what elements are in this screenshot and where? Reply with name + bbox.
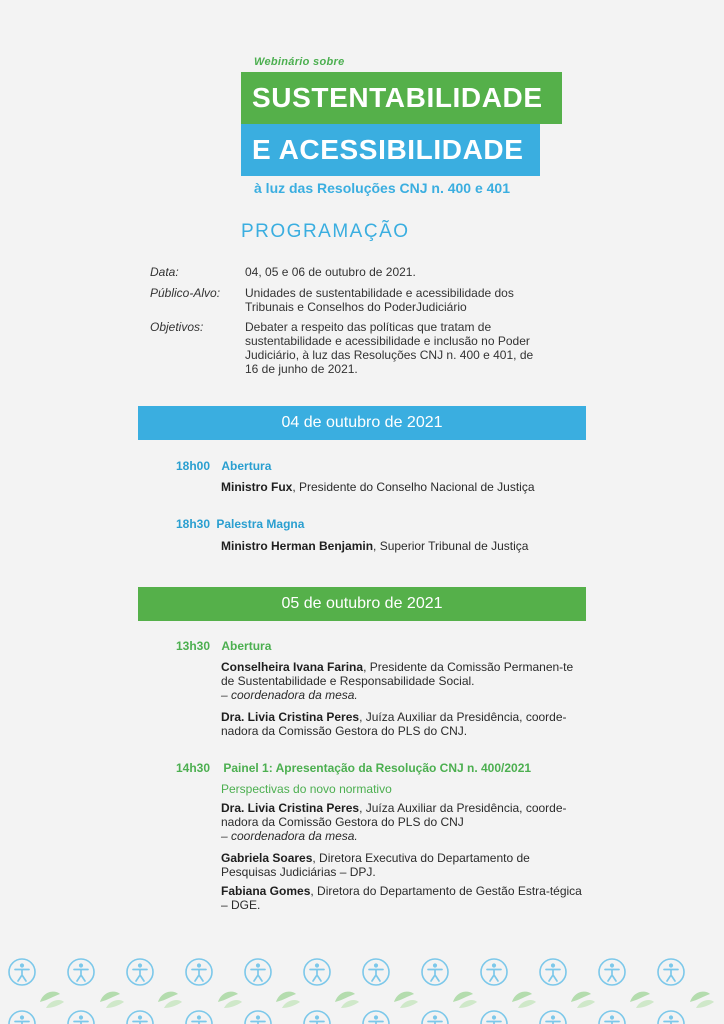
speaker-role: , Superior Tribunal de Justiça	[373, 539, 529, 553]
title-sustentabilidade: SUSTENTABILIDADE	[241, 72, 562, 124]
slot-time: 18h30	[176, 517, 211, 531]
day2-band: 05 de outubro de 2021	[138, 587, 586, 621]
info-objetivos	[150, 320, 550, 380]
day2-slot1-speaker-b	[221, 710, 585, 738]
speaker-note: – coordenadora da mesa.	[221, 688, 358, 702]
speaker-role: , Juíza Auxiliar da Presidência, coorde-nadora da Comissão Gestora do PLS do CNJ.	[221, 710, 567, 738]
speaker-name: Dra. Livia Cristina Peres	[221, 710, 360, 724]
speaker-name: Conselheira Ivana Farina	[221, 660, 364, 674]
day1-slot1-header	[176, 459, 271, 473]
programacao-heading: PROGRAMAÇÃO	[241, 221, 410, 242]
day2-slot2-speaker-a	[221, 801, 585, 843]
footer-pattern-svg	[0, 952, 724, 1024]
slot-time: 14h30	[176, 761, 211, 775]
info-publico	[150, 286, 550, 316]
day2-slot2-speaker-c	[221, 884, 585, 912]
info-data	[150, 265, 550, 281]
speaker-role: , Presidente do Conselho Nacional de Justiça	[292, 480, 535, 494]
day1-slot2-header	[176, 517, 304, 531]
day2-slot2-speaker-b	[221, 851, 585, 879]
panel-perspective: Perspectivas do novo normativo	[221, 782, 392, 796]
day1-slot2-speaker	[221, 539, 585, 553]
objetivos-value: Debater a respeito das políticas que tratam de sustentabilidade e acessibilidade e inclusão no Poder Judiciário, à luz das Resoluções CNJ n. 400 e 401, de 16 de junho de 2021.	[245, 320, 534, 376]
slot-label: Abertura	[221, 459, 272, 473]
slot-label: Abertura	[221, 639, 272, 653]
day1-band: 04 de outubro de 2021	[138, 406, 586, 440]
slot-label: Palestra Magna	[216, 517, 305, 531]
publico-value: Unidades de sustentabilidade e acessibilidade dos Tribunais e Conselhos do PoderJudiciário	[245, 286, 514, 314]
accessibility-icon-row	[9, 959, 684, 985]
speaker-name: Dra. Livia Cristina Peres	[221, 801, 360, 815]
speaker-role: , Juíza Auxiliar da Presidência, coorde-nadora da Comissão Gestora do PLS do CNJ	[221, 801, 567, 829]
speaker-role: , Presidente da Comissão Permanen-te de Sustentabilidade e Responsabilidade Social.	[221, 660, 574, 688]
title-acessibilidade: E ACESSIBILIDADE	[241, 124, 540, 176]
title-subtitle: à luz das Resoluções CNJ n. 400 e 401	[254, 180, 511, 196]
publico-label: Público-Alvo:	[150, 286, 221, 300]
speaker-name: Ministro Herman Benjamin	[221, 539, 374, 553]
slot-time: 13h30	[176, 639, 211, 653]
speaker-role: , Diretora Executiva do Departamento de Pesquisas Judiciárias – DPJ.	[221, 851, 530, 879]
day2-slot2-header	[176, 761, 531, 775]
slot-label: Painel 1: Apresentação da Resolução CNJ n. 400/2021	[223, 761, 532, 775]
speaker-name: Gabriela Soares	[221, 851, 313, 865]
day1-slot1-speaker	[221, 480, 585, 494]
slot-time: 18h00	[176, 459, 211, 473]
speaker-name: Fabiana Gomes	[221, 884, 311, 898]
accessibility-icon-row-lower	[9, 1011, 684, 1024]
day2-slot1-header	[176, 639, 271, 653]
speaker-name: Ministro Fux	[221, 480, 293, 494]
data-label: Data:	[150, 265, 179, 279]
day2-slot1-speaker-a	[221, 660, 585, 702]
speaker-role: , Diretora do Departamento de Gestão Estra-tégica – DGE.	[221, 884, 582, 912]
footer-pattern	[0, 952, 724, 1024]
webinar-kicker: Webinário sobre	[254, 56, 345, 68]
data-value: 04, 05 e 06 de outubro de 2021.	[245, 265, 416, 279]
speaker-note: – coordenadora da mesa.	[221, 829, 358, 843]
objetivos-label: Objetivos:	[150, 320, 204, 334]
leaf-icon-row	[40, 992, 714, 1008]
